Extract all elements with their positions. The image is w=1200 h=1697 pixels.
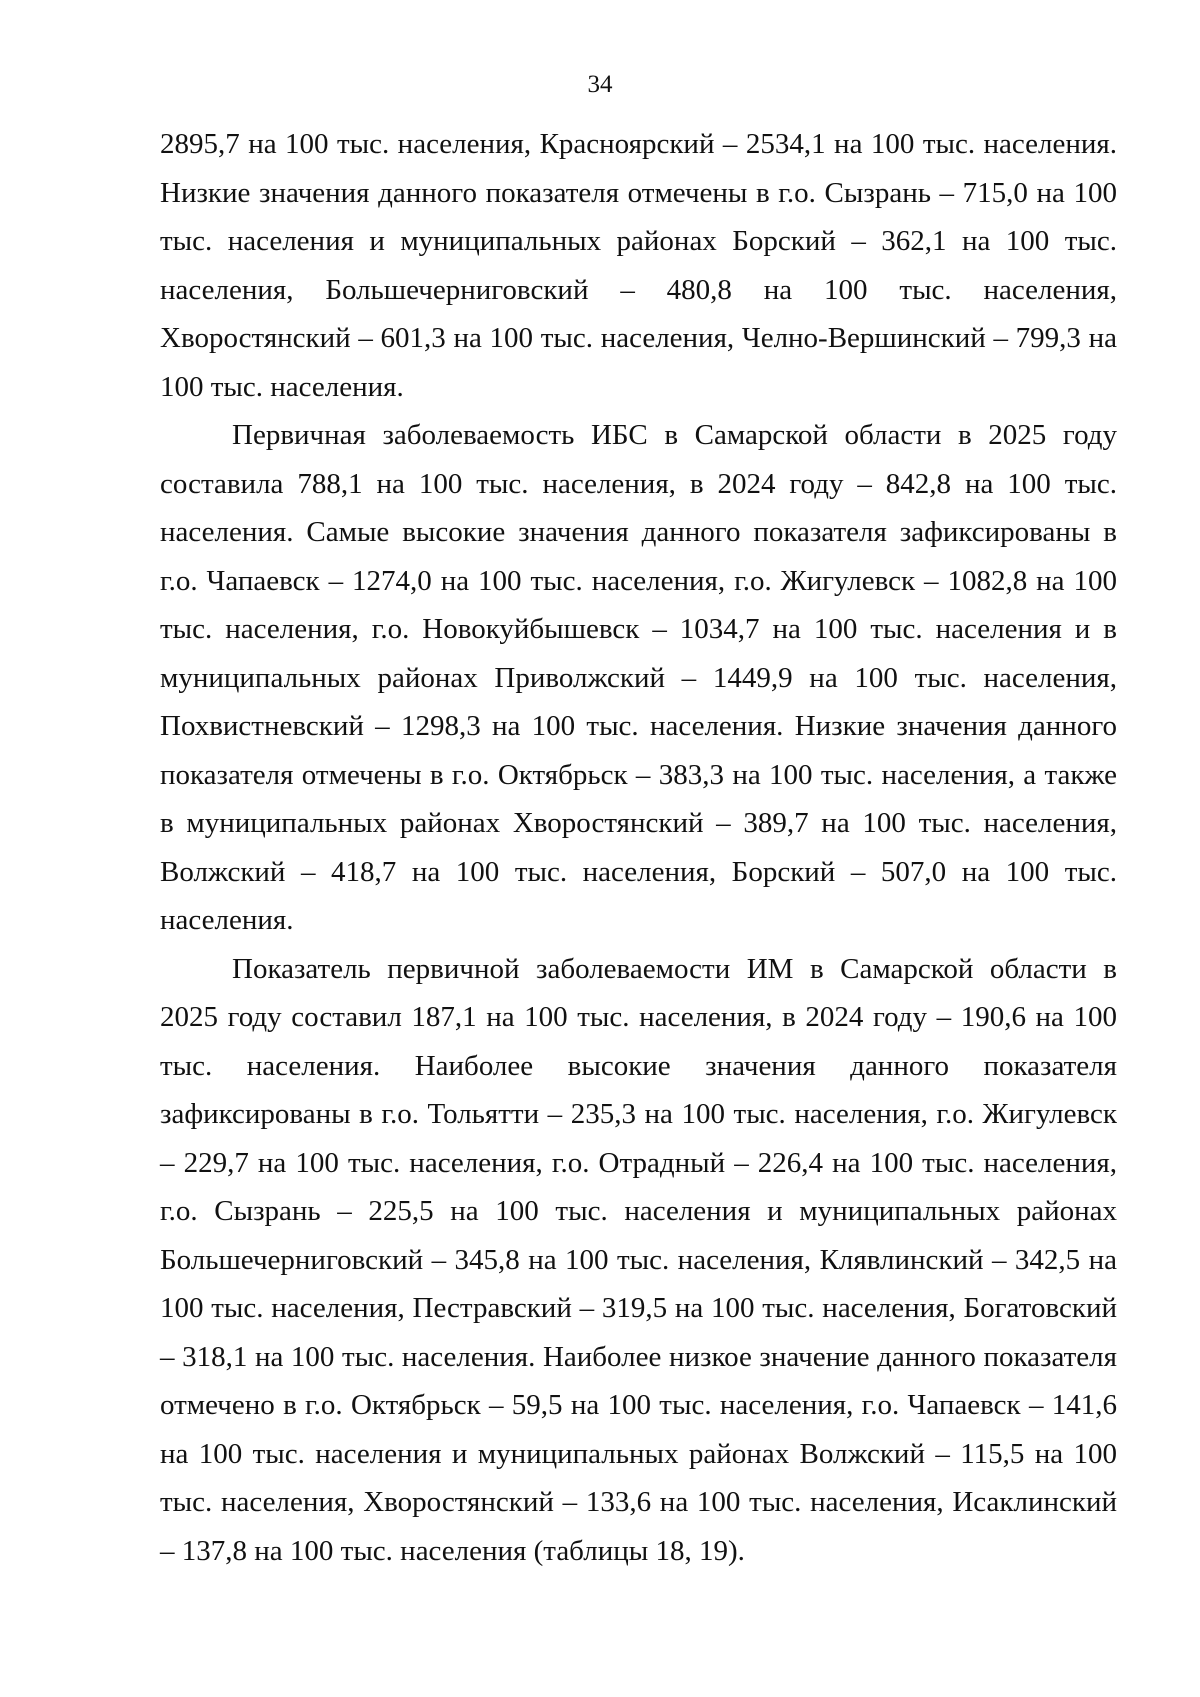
paragraph-2: Первичная заболеваемость ИБС в Самарской области в 2025 году составила 788,1 на 100 тыс. населения, в 2024 году – 842,8 на 100 тыс. населения. Самые высокие значения данного показателя зафиксированы в г.о. Чапаевск – 1274,0 на 100 тыс. населения, г.о. Жигулевск – 1082,8 на 100 тыс. населения, г.о. Новокуйбышевск – 1034,7 на 100 тыс. населения и в муниципальных районах Приволжский – 1449,9 на 100 тыс. населения, Похвистневский – 1298,3 на 100 тыс. населения. Низкие значения данного показателя отмечены в г.о. Октябрьск – 383,3 на 100 тыс. населения, а также в муниципальных районах Хворостянский – 389,7 на 100 тыс. населения, Волжский – 418,7 на 100 тыс. населения, Борский – 507,0 на 100 тыс. населения. (160, 419, 1117, 936)
paragraph-3: Показатель первичной заболеваемости ИМ в Самарской области в 2025 году составил 187,1 на 100 тыс. населения, в 2024 году – 190,6 на 100 тыс. населения. Наиболее высокие значения данного показателя зафиксированы в г.о. Тольятти – 235,3 на 100 тыс. населения, г.о. Жигулевск – 229,7 на 100 тыс. населения, г.о. Отрадный – 226,4 на 100 тыс. населения, г.о. Сызрань – 225,5 на 100 тыс. населения и муниципальных районах Большечерниговский – 345,8 на 100 тыс. населения, Клявлинский – 342,5 на 100 тыс. населения, Пестравский – 319,5 на 100 тыс. населения, Богатовский – 318,1 на 100 тыс. населения. Наиболее низкое значение данного показателя отмечено в г.о. Октябрьск – 59,5 на 100 тыс. населения, г.о. Чапаевск – 141,6 на 100 тыс. населения и муниципальных районах Волжский – 115,5 на 100 тыс. населения, Хворостянский – 133,6 на 100 тыс. населения, Исаклинский – 137,8 на 100 тыс. населения (таблицы 18, 19). (160, 952, 1117, 1567)
body-text (160, 120, 1117, 1575)
paragraph-1: 2895,7 на 100 тыс. населения, Красноярский – 2534,1 на 100 тыс. населения. Низкие значения данного показателя отмечены в г.о. Сызрань – 715,0 на 100 тыс. населения и муниципальных районах Борский – 362,1 на 100 тыс. населения, Большечерниговский – 480,8 на 100 тыс. населения, Хворостянский – 601,3 на 100 тыс. населения, Челно-Вершинский – 799,3 на 100 тыс. населения. (160, 128, 1117, 403)
page-number: 34 (587, 71, 613, 98)
